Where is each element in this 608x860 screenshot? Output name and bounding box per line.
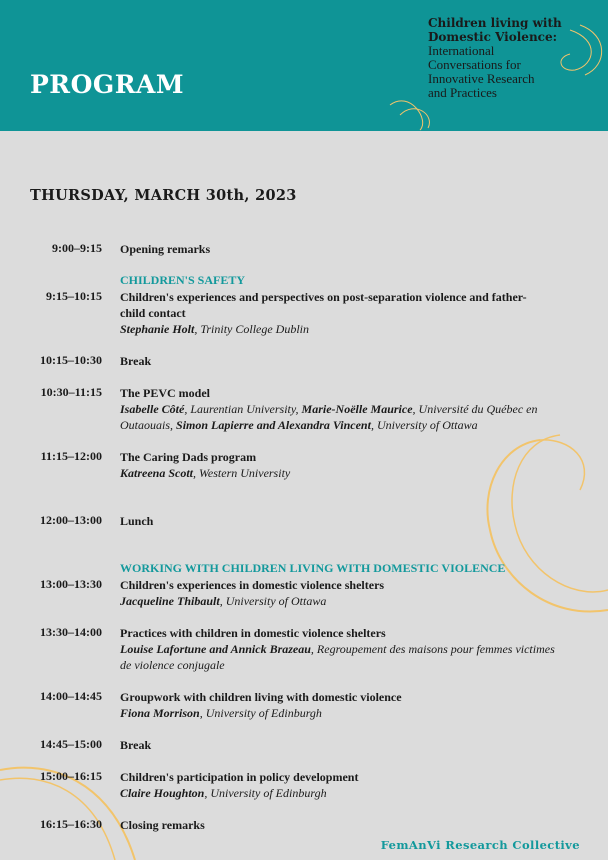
session-speaker: Katreena Scott, Western University [120, 466, 291, 480]
day-heading: THURSDAY, MARCH 30th, 2023 [30, 187, 297, 204]
session-speaker: Jacqueline Thibault, University of Ottawa [120, 594, 327, 608]
session-time: 13:30–14:00 [40, 625, 102, 639]
session-title: Practices with children in domestic violence shelters [120, 626, 386, 640]
session-title: Break [120, 354, 152, 368]
conference-title-line-2: Domestic Violence: [428, 30, 558, 44]
session-time: 16:15–16:30 [40, 817, 102, 831]
conference-subtitle-line-2: Conversations for [428, 57, 521, 72]
session-title: Break [120, 738, 152, 752]
session-time: 12:00–13:00 [40, 513, 102, 527]
conference-subtitle-line-3: Innovative Research [428, 71, 535, 86]
section-heading-safety: CHILDREN'S SAFETY [120, 273, 246, 287]
session-speaker: Fiona Morrison, University of Edinburgh [120, 706, 322, 720]
session-title: Children's participation in policy development [120, 770, 359, 784]
session-speakers: Isabelle Côté, Laurentian University, Marie-Noëlle Maurice, Université du Québec en Outaouais, Simon Lapierre and Alexandra Vincent, University of Ottawa [120, 402, 538, 432]
session-time: 9:15–10:15 [46, 289, 102, 303]
session-title: Closing remarks [120, 818, 205, 832]
header-banner [0, 0, 608, 131]
session-title: Groupwork with children living with domestic violence [120, 690, 402, 704]
session-title: The Caring Dads program [120, 450, 257, 464]
session-speaker: Louise Lafortune and Annick Brazeau, Regroupement des maisons pour femmes victimes de violence conjugale [120, 642, 555, 672]
session-title: Lunch [120, 514, 154, 528]
session-time: 10:15–10:30 [40, 353, 102, 367]
session-speaker: Stephanie Holt, Trinity College Dublin [120, 322, 310, 336]
session-title: Children's experiences in domestic violence shelters [120, 578, 385, 592]
session-time: 14:00–14:45 [40, 689, 102, 703]
session-time: 10:30–11:15 [40, 385, 102, 399]
session-time: 13:00–13:30 [40, 577, 102, 591]
session-title: The PEVC model [120, 386, 210, 400]
session-title: Children's experiences and perspectives on post-separation violence and father-child contact [120, 290, 527, 320]
session-time: 11:15–12:00 [40, 449, 102, 463]
conference-subtitle-line-4: and Practices [428, 85, 497, 100]
page-title: PROGRAM [30, 70, 185, 99]
session-speaker: Claire Houghton, University of Edinburgh [120, 786, 327, 800]
session-title: Opening remarks [120, 242, 211, 256]
conference-title-line-1: Children living with [428, 16, 562, 30]
session-time: 14:45–15:00 [40, 737, 102, 751]
conference-title [428, 16, 603, 100]
session-time: 15:00–16:15 [40, 769, 102, 783]
footer-organization: FemAnVi Research Collective [380, 838, 580, 852]
section-heading-working: WORKING WITH CHILDREN LIVING WITH DOMESTIC VIOLENCE [120, 561, 506, 575]
session-time: 9:00–9:15 [52, 241, 102, 255]
conference-subtitle-line-1: International [428, 43, 495, 58]
